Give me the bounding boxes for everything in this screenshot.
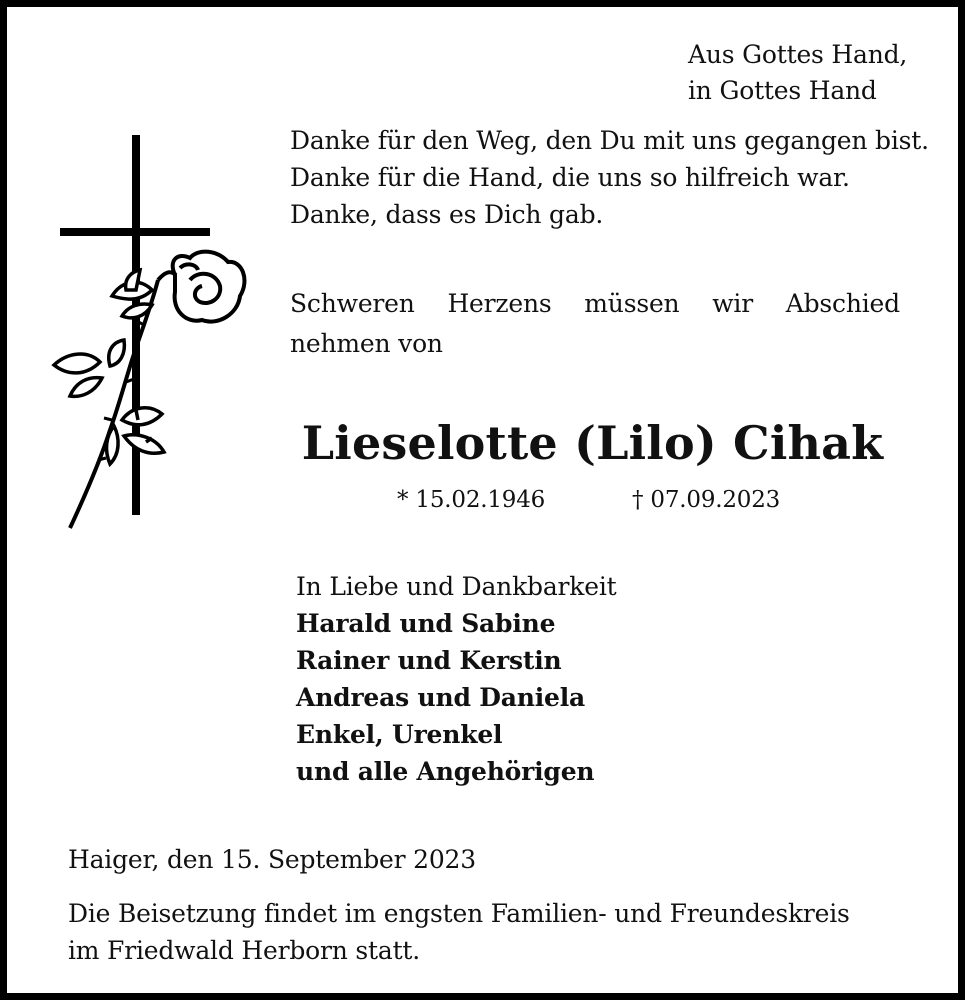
family-member: Rainer und Kerstin [296, 646, 562, 675]
cross-horizontal-beam [60, 228, 210, 236]
family-member: Andreas und Daniela [296, 683, 585, 712]
funeral-line-2: im Friedwald Herborn statt. [68, 936, 421, 965]
thanks-line-3: Danke, dass es Dich gab. [290, 200, 604, 229]
family-signatures [296, 568, 616, 790]
thanks-line-1: Danke für den Weg, den Du mit uns gegangen bist. [290, 126, 929, 155]
place-date: Haiger, den 15. September 2023 [68, 845, 476, 874]
farewell-word: müssen [584, 289, 680, 318]
family-member: Enkel, Urenkel [296, 720, 503, 749]
farewell-text [290, 284, 900, 364]
motto-line-1: Aus Gottes Hand, [688, 40, 908, 69]
farewell-word: Abschied [785, 289, 900, 318]
funeral-line-1: Die Beisetzung findet im engsten Familien- und Freundeskreis [68, 899, 850, 928]
farewell-line-1 [290, 284, 900, 324]
farewell-word: wir [712, 289, 753, 318]
farewell-line-2: nehmen von [290, 329, 443, 358]
thanks-verse [290, 122, 929, 233]
thanks-line-2: Danke für die Hand, die uns so hilfreich war. [290, 163, 850, 192]
family-member: und alle Angehörigen [296, 757, 595, 786]
cross-with-rose-icon [40, 120, 255, 540]
death-date: † 07.09.2023 [632, 487, 781, 513]
family-intro: In Liebe und Dankbarkeit [296, 572, 617, 601]
motto [688, 37, 907, 109]
motto-line-2: in Gottes Hand [688, 76, 877, 105]
birth-date: * 15.02.1946 [397, 487, 546, 513]
farewell-word: Schweren [290, 289, 415, 318]
deceased-name: Lieselotte (Lilo) Cihak [301, 416, 884, 470]
funeral-notice [68, 895, 850, 969]
rose-stem [70, 280, 158, 528]
family-member: Harald und Sabine [296, 609, 556, 638]
rose-bloom [158, 252, 244, 322]
farewell-word: Herzens [447, 289, 552, 318]
